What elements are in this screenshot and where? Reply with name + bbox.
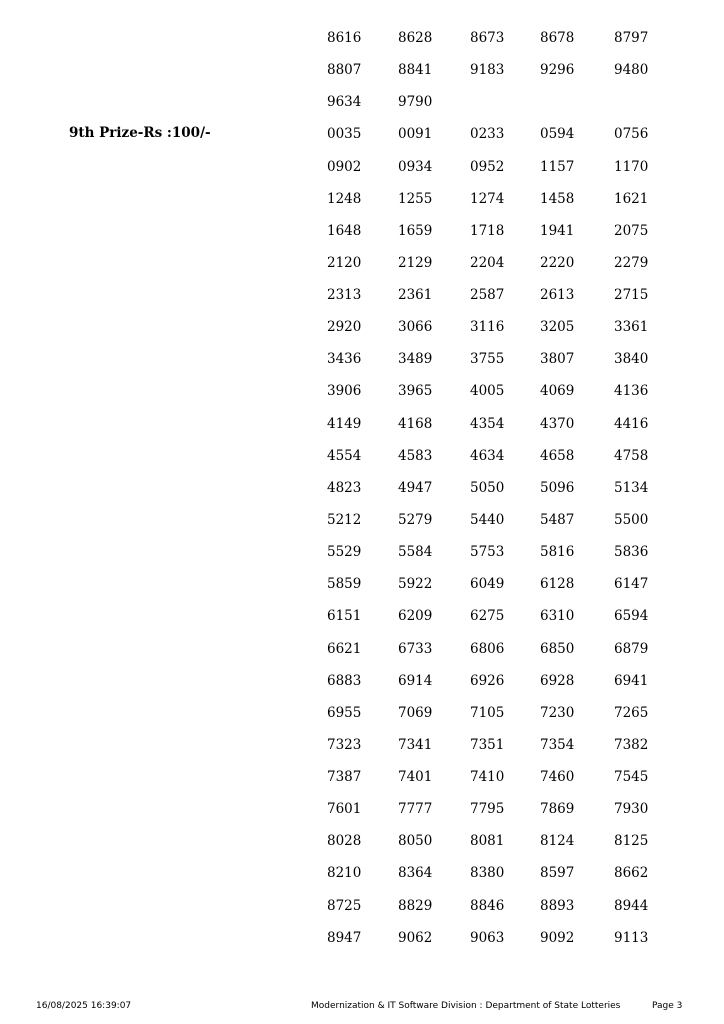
number-row bbox=[0, 350, 724, 368]
winning-number: 8125 bbox=[614, 833, 649, 850]
winning-number: 8829 bbox=[398, 897, 433, 914]
number-row bbox=[0, 543, 724, 561]
winning-number: 5212 bbox=[327, 512, 362, 528]
winning-number: 4149 bbox=[327, 415, 362, 432]
winning-number: 6621 bbox=[327, 640, 362, 657]
winning-number: 7410 bbox=[470, 769, 505, 785]
number-row bbox=[0, 447, 724, 465]
number-row bbox=[0, 29, 724, 47]
winning-number: 1941 bbox=[540, 222, 575, 239]
winning-number: 6879 bbox=[614, 640, 649, 657]
number-row bbox=[0, 125, 724, 143]
winning-number: 8797 bbox=[614, 30, 649, 46]
winning-number: 9634 bbox=[327, 94, 362, 111]
winning-number: 8028 bbox=[327, 833, 362, 850]
number-row bbox=[0, 929, 724, 947]
number-row bbox=[0, 190, 724, 208]
winning-number: 8628 bbox=[398, 30, 433, 46]
winning-number: 6941 bbox=[614, 672, 649, 689]
winning-number: 1248 bbox=[327, 190, 362, 207]
winning-number: 0091 bbox=[398, 126, 433, 143]
number-row bbox=[0, 382, 724, 400]
number-row bbox=[0, 575, 724, 593]
number-row bbox=[0, 736, 724, 754]
winning-number: 1458 bbox=[540, 190, 575, 207]
winning-number: 6049 bbox=[470, 576, 505, 593]
winning-number: 6151 bbox=[327, 608, 362, 625]
winning-number: 3840 bbox=[614, 351, 649, 368]
winning-number: 1255 bbox=[398, 190, 433, 207]
number-row bbox=[0, 607, 724, 625]
winning-number: 8210 bbox=[327, 865, 362, 882]
winning-number: 0035 bbox=[327, 126, 362, 143]
winning-number: 6806 bbox=[470, 640, 505, 657]
winning-number: 7354 bbox=[540, 736, 575, 753]
winning-number: 7387 bbox=[327, 769, 362, 785]
winning-number: 6128 bbox=[540, 576, 575, 593]
winning-number: 6733 bbox=[398, 640, 433, 657]
winning-number: 5816 bbox=[540, 544, 575, 561]
winning-number: 7601 bbox=[327, 801, 362, 818]
winning-number: 8893 bbox=[540, 897, 575, 914]
winning-number: 3489 bbox=[398, 351, 433, 368]
number-row bbox=[0, 415, 724, 433]
winning-number: 8081 bbox=[470, 833, 505, 850]
winning-number: 7382 bbox=[614, 736, 649, 753]
winning-number: 2715 bbox=[614, 287, 649, 303]
winning-number: 2613 bbox=[540, 287, 575, 303]
winning-number: 7323 bbox=[327, 736, 362, 753]
winning-number: 2120 bbox=[327, 254, 362, 271]
number-row bbox=[0, 800, 724, 818]
winning-number: 8846 bbox=[470, 897, 505, 914]
winning-number: 9092 bbox=[540, 929, 575, 946]
number-row bbox=[0, 61, 724, 79]
winning-number: 7105 bbox=[470, 704, 505, 721]
winning-number: 8616 bbox=[327, 30, 362, 46]
winning-number: 0934 bbox=[398, 158, 433, 175]
winning-number: 9480 bbox=[614, 62, 649, 79]
winning-number: 3755 bbox=[470, 351, 505, 368]
winning-number: 4354 bbox=[470, 415, 505, 432]
winning-number: 7869 bbox=[540, 801, 575, 818]
winning-number: 0902 bbox=[327, 158, 362, 175]
footer-timestamp: 16/08/2025 16:39:07 bbox=[36, 1001, 132, 1011]
winning-number: 5529 bbox=[327, 544, 362, 561]
winning-number: 7069 bbox=[398, 704, 433, 721]
winning-number: 4136 bbox=[614, 383, 649, 400]
winning-number: 0952 bbox=[470, 158, 505, 175]
winning-number: 3436 bbox=[327, 351, 362, 368]
winning-number: 7265 bbox=[614, 704, 649, 721]
number-row bbox=[0, 318, 724, 336]
winning-number: 2204 bbox=[470, 254, 505, 271]
winning-number: 9790 bbox=[398, 94, 433, 111]
winning-number: 7341 bbox=[398, 736, 433, 753]
winning-number: 1157 bbox=[540, 158, 575, 175]
winning-number: 8944 bbox=[614, 897, 649, 914]
winning-number: 5922 bbox=[398, 576, 433, 593]
winning-number: 6883 bbox=[327, 672, 362, 689]
winning-number: 1274 bbox=[470, 190, 505, 207]
winning-number: 5050 bbox=[470, 479, 505, 496]
winning-number: 0756 bbox=[614, 126, 649, 143]
number-row bbox=[0, 158, 724, 176]
winning-number: 8380 bbox=[470, 865, 505, 882]
number-row bbox=[0, 254, 724, 272]
winning-number: 8050 bbox=[398, 833, 433, 850]
winning-number: 3361 bbox=[614, 319, 649, 336]
winning-number: 1170 bbox=[614, 158, 649, 175]
winning-number: 8597 bbox=[540, 865, 575, 882]
winning-number: 7777 bbox=[398, 801, 433, 818]
winning-number: 0233 bbox=[470, 126, 505, 143]
prize-heading-9th: 9th Prize-Rs :100/- bbox=[69, 125, 211, 141]
number-row bbox=[0, 832, 724, 850]
winning-number: 2313 bbox=[327, 287, 362, 303]
winning-number: 5859 bbox=[327, 576, 362, 593]
winning-number: 2279 bbox=[614, 254, 649, 271]
winning-number: 8364 bbox=[398, 865, 433, 882]
winning-number: 6147 bbox=[614, 576, 649, 593]
winning-number: 1621 bbox=[614, 190, 649, 207]
footer-page-number: Page 3 bbox=[652, 1001, 683, 1011]
winning-number: 3807 bbox=[540, 351, 575, 368]
winning-number: 8124 bbox=[540, 833, 575, 850]
winning-number: 9062 bbox=[398, 929, 433, 946]
number-row bbox=[0, 286, 724, 304]
winning-number: 9113 bbox=[614, 929, 649, 946]
winning-number: 4658 bbox=[540, 447, 575, 464]
number-row bbox=[0, 640, 724, 658]
winning-number: 9063 bbox=[470, 929, 505, 946]
winning-number: 6594 bbox=[614, 608, 649, 625]
winning-number: 8725 bbox=[327, 897, 362, 914]
winning-number: 1648 bbox=[327, 222, 362, 239]
winning-number: 7545 bbox=[614, 769, 649, 785]
winning-number: 5096 bbox=[540, 479, 575, 496]
winning-number: 6914 bbox=[398, 672, 433, 689]
number-row bbox=[0, 511, 724, 529]
number-row bbox=[0, 222, 724, 240]
winning-number: 4758 bbox=[614, 447, 649, 464]
winning-number: 2587 bbox=[470, 287, 505, 303]
winning-number: 5487 bbox=[540, 512, 575, 528]
winning-number: 4554 bbox=[327, 447, 362, 464]
winning-number: 6209 bbox=[398, 608, 433, 625]
winning-number: 7930 bbox=[614, 801, 649, 818]
winning-number: 4069 bbox=[540, 383, 575, 400]
winning-number: 5279 bbox=[398, 512, 433, 528]
winning-number: 1718 bbox=[470, 222, 505, 239]
winning-number: 3116 bbox=[470, 319, 505, 336]
winning-number: 4416 bbox=[614, 415, 649, 432]
winning-number: 3965 bbox=[398, 383, 433, 400]
winning-number: 4583 bbox=[398, 447, 433, 464]
winning-number: 8678 bbox=[540, 30, 575, 46]
winning-number: 4370 bbox=[540, 415, 575, 432]
winning-number: 6310 bbox=[540, 608, 575, 625]
winning-number: 2075 bbox=[614, 222, 649, 239]
winning-number: 7460 bbox=[540, 769, 575, 785]
winning-number: 5584 bbox=[398, 544, 433, 561]
winning-number: 5134 bbox=[614, 479, 649, 496]
winning-number: 9183 bbox=[470, 62, 505, 79]
number-row bbox=[0, 704, 724, 722]
number-row bbox=[0, 897, 724, 915]
winning-number: 3066 bbox=[398, 319, 433, 336]
winning-number: 2220 bbox=[540, 254, 575, 271]
winning-number: 7230 bbox=[540, 704, 575, 721]
winning-number: 7795 bbox=[470, 801, 505, 818]
winning-number: 5500 bbox=[614, 512, 649, 528]
winning-number: 7401 bbox=[398, 769, 433, 785]
winning-number: 6928 bbox=[540, 672, 575, 689]
winning-number: 2361 bbox=[398, 287, 433, 303]
winning-number: 4634 bbox=[470, 447, 505, 464]
winning-number: 8841 bbox=[398, 62, 433, 79]
winning-number: 6955 bbox=[327, 704, 362, 721]
winning-number: 4947 bbox=[398, 479, 433, 496]
winning-number: 6926 bbox=[470, 672, 505, 689]
winning-number: 5753 bbox=[470, 544, 505, 561]
winning-number: 8807 bbox=[327, 62, 362, 79]
winning-number: 8947 bbox=[327, 929, 362, 946]
winning-number: 8673 bbox=[470, 30, 505, 46]
winning-number: 5440 bbox=[470, 512, 505, 528]
winning-number: 4823 bbox=[327, 479, 362, 496]
number-row bbox=[0, 479, 724, 497]
winning-number: 7351 bbox=[470, 736, 505, 753]
winning-number: 6275 bbox=[470, 608, 505, 625]
winning-number: 4168 bbox=[398, 415, 433, 432]
winning-number: 2920 bbox=[327, 319, 362, 336]
winning-number: 6850 bbox=[540, 640, 575, 657]
number-row bbox=[0, 672, 724, 690]
winning-number: 4005 bbox=[470, 383, 505, 400]
winning-number: 5836 bbox=[614, 544, 649, 561]
winning-number: 0594 bbox=[540, 126, 575, 143]
number-row bbox=[0, 93, 724, 111]
winning-number: 3205 bbox=[540, 319, 575, 336]
number-row bbox=[0, 768, 724, 786]
number-row bbox=[0, 864, 724, 882]
footer-division: Modernization & IT Software Division : Department of State Lotteries bbox=[311, 1001, 621, 1011]
winning-number: 8662 bbox=[614, 865, 649, 882]
winning-number: 2129 bbox=[398, 254, 433, 271]
winning-number: 3906 bbox=[327, 383, 362, 400]
winning-number: 1659 bbox=[398, 222, 433, 239]
winning-number: 9296 bbox=[540, 62, 575, 79]
